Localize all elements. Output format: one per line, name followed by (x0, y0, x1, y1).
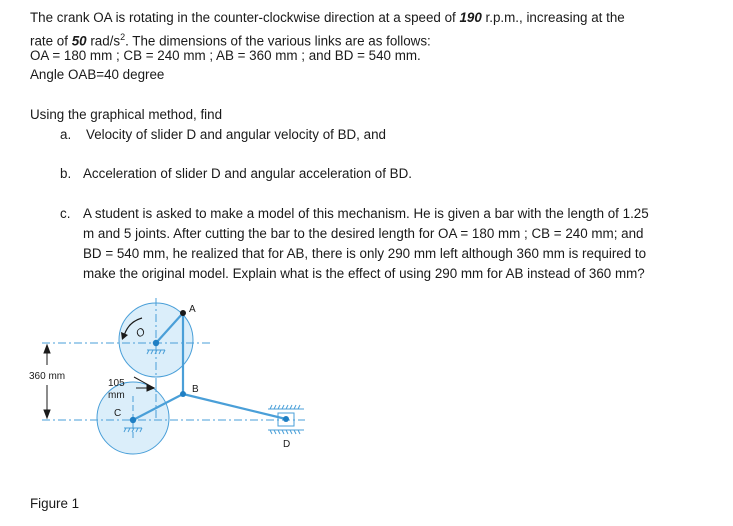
intro-text: The crank OA is rotating in the counter-clockwise direction at a speed of (30, 10, 460, 25)
label-b: B (192, 384, 199, 395)
figure-caption: Figure 1 (30, 496, 80, 511)
intro-text: rad/s (86, 33, 121, 49)
item-a-letter: a. (60, 127, 72, 142)
link-bd (183, 394, 286, 419)
item-c-line-1: A student is asked to make a model of this mechanism. He is given a bar with the length of 1.25 (83, 206, 649, 221)
item-b-text: Acceleration of slider D and angular acceleration of BD. (83, 166, 412, 181)
item-b-letter: b. (60, 166, 72, 181)
joint-o (153, 340, 159, 346)
intro-line-4: Angle OAB=40 degree (30, 67, 165, 82)
intro-text: r.p.m., increasing at the (481, 10, 625, 25)
label-d: D (283, 439, 291, 450)
intro-text: rate of (30, 33, 72, 49)
label-a: A (189, 304, 196, 315)
label-o: O (133, 325, 148, 341)
item-c-line-2: m and 5 joints. After cutting the bar to the desired length for OA = 180 mm ; CB = 240 mm; and (83, 226, 644, 241)
joint-b (180, 391, 186, 397)
speed-value: 190 (459, 10, 482, 25)
method-line: Using the graphical method, find (30, 107, 223, 122)
item-c-line-3: BD = 540 mm, he realized that for AB, there is only 290 mm left although 360 mm is required to (83, 246, 647, 261)
intro-text: . The dimensions of the various links are as follows: (125, 33, 431, 49)
joint-d (283, 416, 289, 422)
item-c-letter: c. (60, 206, 71, 221)
dim-horizontal-value: 105 (108, 378, 125, 389)
intro-line-3: OA = 180 mm ; CB = 240 mm ; AB = 360 mm ; and BD = 540 mm. (30, 48, 421, 63)
dim-horizontal-unit: mm (108, 390, 125, 401)
item-a-text: Velocity of slider D and angular velocity of BD, and (86, 127, 386, 142)
acceleration-value: 50 (71, 33, 87, 49)
unit-exponent: 2 (120, 32, 126, 42)
label-c: C (114, 408, 122, 419)
dim-vertical-label: 360 mm (29, 371, 66, 382)
joint-a (180, 310, 186, 316)
item-c-line-4: make the original model. Explain what is the effect of using 290 mm for AB instead of 360 mm? (83, 266, 645, 281)
joint-c (130, 417, 136, 423)
